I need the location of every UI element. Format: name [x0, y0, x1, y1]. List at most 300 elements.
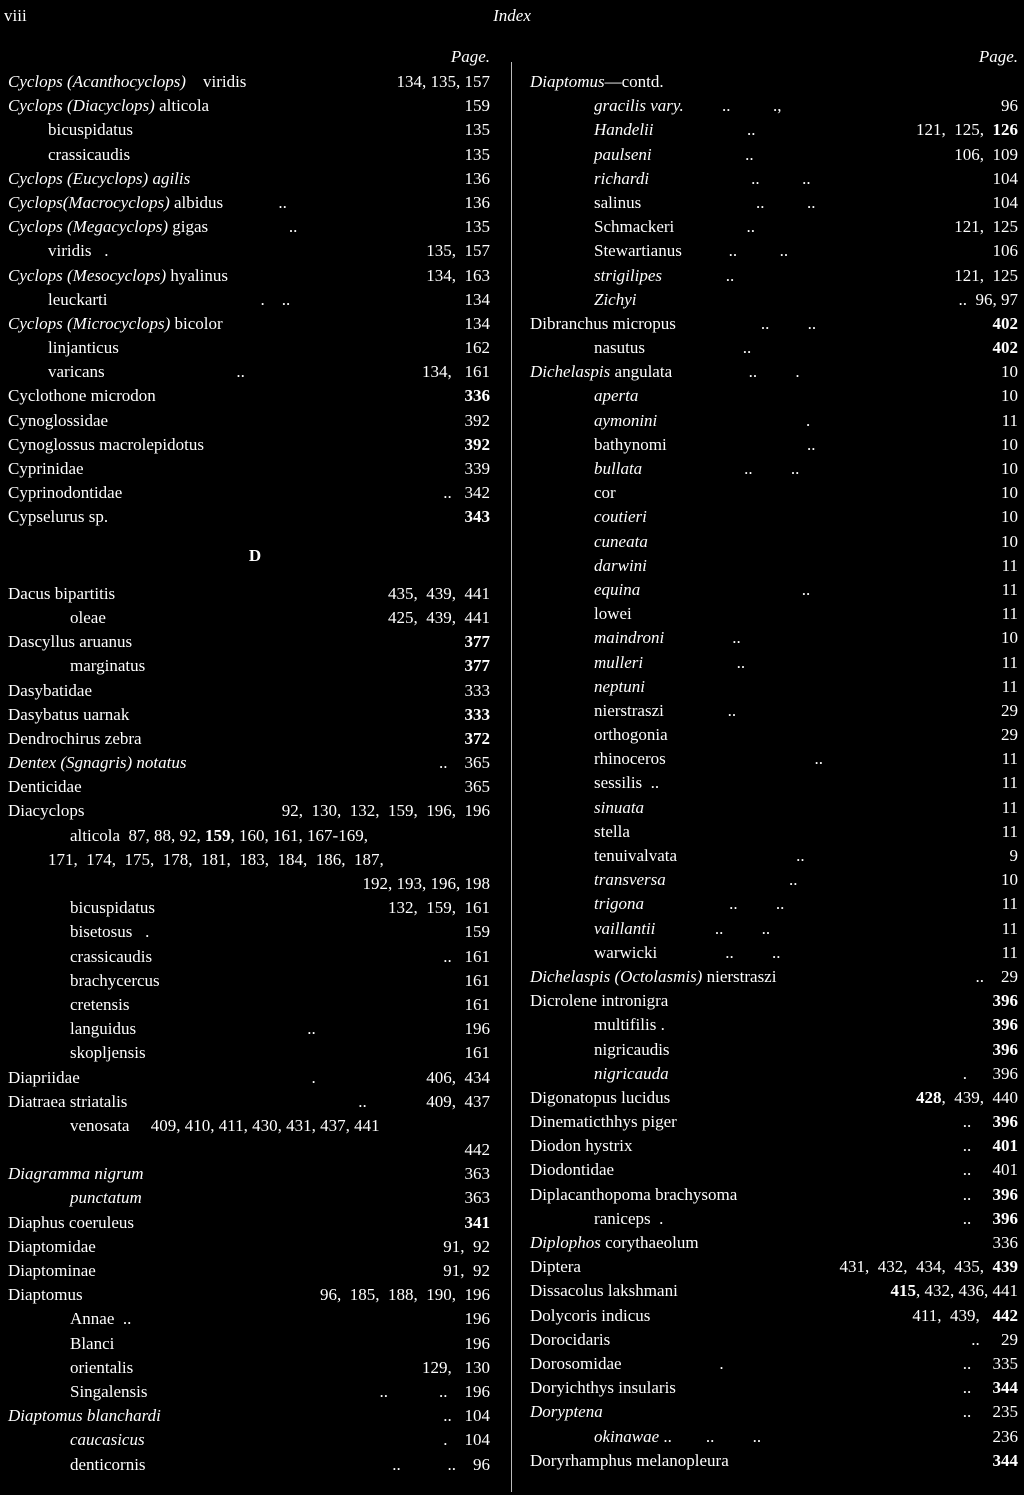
index-entry: [530, 505, 1018, 529]
page-references: 11: [1001, 579, 1018, 599]
page-references: 134, 161: [422, 362, 490, 382]
index-entry: [530, 1328, 1018, 1352]
index-term: brachycercus: [70, 970, 160, 990]
page-references: .. 104: [443, 1406, 490, 1426]
index-term: Schmackeri ..: [594, 217, 755, 237]
index-entry: [530, 264, 1018, 288]
index-term: Dentex (Sgnagris) notatus: [8, 753, 187, 773]
index-entry: [8, 727, 490, 751]
index-entry: [530, 1376, 1018, 1400]
index-entry: [8, 191, 490, 215]
index-term: bullata .. ..: [594, 459, 800, 478]
index-term: mulleri ..: [594, 652, 746, 672]
page-references: 11: [1001, 918, 1018, 938]
index-entry: [8, 896, 490, 920]
index-term: Diplophos corythaeolum: [530, 1233, 699, 1252]
page-references: .. 96, 97: [958, 289, 1018, 309]
index-term: Diacyclops: [8, 801, 85, 821]
page-references: .. 401: [962, 1160, 1018, 1180]
index-entry: [8, 1404, 490, 1428]
page-references: 135: [464, 120, 490, 140]
page-references: 11: [1001, 749, 1018, 769]
index-entry: [530, 433, 1018, 457]
index-entry: [8, 582, 490, 606]
index-entry: [8, 775, 490, 799]
index-entry: [8, 1041, 490, 1065]
page-references: 104: [992, 168, 1018, 188]
index-entry: [8, 1114, 490, 1138]
page-references: 425, 439, 441: [388, 607, 490, 627]
index-entry: [8, 1259, 490, 1283]
index-entry: [530, 626, 1018, 650]
index-entry: [530, 941, 1018, 965]
index-column-left: [8, 44, 490, 1477]
index-term: bicuspidatus: [48, 120, 133, 140]
page-references: 402: [992, 338, 1018, 358]
page-references: 9: [1009, 846, 1018, 865]
index-entry: [530, 336, 1018, 360]
index-term: caucasicus: [70, 1430, 145, 1450]
page-column-heading: Page.: [978, 47, 1018, 66]
page-references: . 104: [443, 1430, 490, 1450]
page-references: 121, 125: [954, 217, 1018, 237]
index-entry: [530, 820, 1018, 844]
page-references: . 396: [962, 1063, 1018, 1083]
page-references: .. 365: [439, 753, 490, 773]
page-references: 92, 130, 132, 159, 196, 196: [281, 801, 490, 821]
index-term: denticornis: [70, 1454, 146, 1474]
index-term: Cypselurus sp.: [8, 507, 109, 527]
index-entry: [530, 796, 1018, 820]
page-references: .. .. 196: [379, 1381, 490, 1401]
index-term: Doryichthys insularis: [530, 1378, 676, 1398]
page-references: 363: [464, 1188, 490, 1208]
index-entry: [530, 723, 1018, 747]
index-term: Diaphus coeruleus: [8, 1212, 135, 1232]
page-references: 11: [1001, 555, 1018, 575]
page-references: 431, 432, 434, 435, 439: [839, 1257, 1018, 1277]
index-term: Diapriidae: [8, 1067, 80, 1087]
index-term: Digonatopus lucidus: [530, 1087, 671, 1107]
index-term: bicuspidatus: [70, 898, 155, 918]
page-references: 134, 163: [426, 265, 490, 285]
page-references: 136: [464, 192, 490, 212]
page-references: 161: [464, 1043, 490, 1063]
page-references: .. 344: [962, 1378, 1018, 1398]
index-entry: [8, 606, 490, 630]
page-references: 333: [464, 704, 490, 724]
index-term: Zichyi: [594, 289, 637, 309]
index-term: multifilis .: [594, 1015, 665, 1035]
index-entry: [530, 481, 1018, 505]
index-entry: [530, 215, 1018, 239]
index-term: viridis .: [48, 241, 109, 261]
index-term: gracilis vary. .. .,: [594, 96, 782, 116]
index-entry: [8, 1428, 490, 1452]
page-references: 392: [464, 434, 490, 454]
index-term: coutieri: [594, 507, 647, 527]
index-term: Diatraea striatalis: [8, 1091, 128, 1111]
index-term: Dorosomidae .: [530, 1353, 724, 1373]
page-references: 11: [1001, 604, 1018, 624]
index-entry: [8, 288, 490, 312]
index-term: Dissacolus lakshmani: [530, 1281, 678, 1301]
index-entry: [8, 457, 490, 481]
index-entry: [8, 433, 490, 457]
index-entry: [530, 1158, 1018, 1182]
page-references: 377: [464, 656, 490, 676]
index-term: bathynomi ..: [594, 434, 816, 454]
page-references: 129, 130: [422, 1357, 490, 1377]
index-entry: [530, 143, 1018, 167]
index-entry: [530, 70, 1018, 94]
index-entry: [530, 1062, 1018, 1086]
page-references: 10: [1001, 362, 1018, 382]
index-term: marginatus: [70, 656, 146, 676]
page-title: Index: [493, 6, 531, 25]
index-entry: [8, 703, 490, 727]
page-references: 91, 92: [443, 1261, 490, 1280]
index-entry: [8, 143, 490, 167]
index-entry: [530, 530, 1018, 554]
index-entry: [530, 868, 1018, 892]
index-entry: [530, 892, 1018, 916]
index-entry: [530, 1400, 1018, 1424]
page-references: .. .. 96: [392, 1454, 490, 1474]
index-entry: [8, 679, 490, 703]
page-references: .. 396: [962, 1208, 1018, 1228]
index-term: 171, 174, 175, 178, 181, 183, 184, 186, 187,: [48, 849, 384, 869]
index-term: Cyprinodontidae: [8, 483, 123, 503]
page-references: 121, 125: [954, 265, 1018, 285]
index-term: Diplacanthopoma brachysoma: [530, 1184, 738, 1204]
index-term: Diaptomus blanchardi: [8, 1406, 161, 1426]
column-divider: [511, 62, 512, 1492]
index-term: punctatum: [70, 1188, 142, 1208]
index-term: alticola 87, 88, 92, 159, 160, 161, 167-169,: [70, 825, 368, 845]
index-entry: [8, 872, 490, 896]
index-entry: [530, 771, 1018, 795]
index-term: Dicrolene intronigra: [530, 991, 669, 1011]
index-term: Cyclops (Microcyclops) bicolor: [8, 313, 223, 333]
page-references: 135: [464, 144, 490, 164]
index-entry: [8, 751, 490, 775]
page-references: 11: [1001, 652, 1018, 672]
index-entry: [8, 1162, 490, 1186]
index-entry: [530, 1038, 1018, 1062]
index-entry: [8, 945, 490, 969]
index-entry: [530, 989, 1018, 1013]
index-entry: [530, 118, 1018, 142]
index-entry: [8, 264, 490, 288]
index-entry: [530, 675, 1018, 699]
index-term: Dacus bipartitis: [8, 583, 116, 603]
page-references: 428, 439, 440: [916, 1087, 1018, 1107]
index-term: Cyclops(Macrocyclops) albidus ..: [8, 192, 287, 212]
index-term: venosata 409, 410, 411, 430, 431, 437, 441: [70, 1115, 380, 1135]
page-references: 161: [464, 970, 490, 990]
index-term: strigilipes ..: [594, 265, 735, 285]
index-entry: [530, 1449, 1018, 1473]
index-term: crassicaudis: [48, 144, 131, 164]
page-references: .. 401: [962, 1136, 1018, 1156]
index-entry: [8, 1283, 490, 1307]
index-entry: [8, 1356, 490, 1380]
index-term: Dascyllus aruanus: [8, 632, 133, 652]
index-entry: [530, 965, 1018, 989]
index-term: bisetosus .: [70, 922, 150, 942]
index-term: languidus: [70, 1019, 137, 1039]
page-references: 134: [464, 289, 490, 309]
index-term: paulseni ..: [594, 144, 754, 164]
page-references: 336: [464, 386, 490, 406]
index-entry: [530, 1304, 1018, 1328]
index-entry: [8, 409, 490, 433]
index-entry: [530, 1207, 1018, 1231]
index-entry: [8, 824, 490, 848]
index-entry: [8, 70, 490, 94]
index-term: Handelii ..: [594, 120, 756, 140]
right-entry-list: [530, 70, 1018, 1473]
index-term: Dibranchus micropus .. ..: [530, 313, 817, 333]
page-references: 136: [464, 168, 490, 188]
index-term: Doryrhamphus melanopleura: [530, 1450, 729, 1470]
index-term: salinus .. ..: [594, 192, 816, 212]
index-term: Diodontidae: [530, 1160, 615, 1180]
index-entry: [8, 1017, 490, 1041]
page-references: 392: [464, 410, 490, 430]
index-entry: [8, 799, 490, 823]
index-term: nigricauda: [594, 1063, 669, 1083]
index-entry: [530, 457, 1018, 481]
index-term: orientalis: [70, 1357, 134, 1377]
index-term: Dorocidaris: [530, 1329, 611, 1349]
index-entry: [8, 1138, 490, 1162]
section-spacer: [8, 530, 490, 544]
index-term: Dinematicthhys piger: [530, 1112, 677, 1132]
page-references: 134: [464, 313, 490, 333]
index-term: Dolycoris indicus: [530, 1305, 651, 1325]
page-references: 339: [464, 459, 490, 478]
index-entry: [530, 288, 1018, 312]
index-entry: [530, 191, 1018, 215]
index-term: Diaptomus—contd.: [530, 72, 664, 91]
index-term: skopljensis: [70, 1043, 146, 1063]
section-spacer: [8, 568, 490, 582]
page-references: 372: [464, 728, 490, 748]
page-column-heading: Page.: [450, 47, 490, 66]
page-references: 29: [1001, 700, 1018, 720]
page-references: .. 409, 437: [358, 1091, 490, 1111]
page-references: .. 161: [443, 946, 490, 966]
page-references: 134, 135, 157: [396, 72, 490, 91]
page-references: 10: [1001, 628, 1018, 648]
page-references: 10: [1001, 483, 1018, 503]
page-references: .. 396: [962, 1184, 1018, 1204]
index-entry: [8, 1453, 490, 1477]
page-references: 162: [464, 338, 490, 358]
index-term: Dasybatidae: [8, 680, 93, 700]
index-entry: [530, 554, 1018, 578]
index-term: Diaptomus: [8, 1285, 83, 1305]
page-references: 104: [992, 192, 1018, 212]
index-term: nasutus ..: [594, 338, 752, 358]
index-term: nierstraszi ..: [594, 700, 737, 720]
index-term: Diagramma nigrum: [8, 1164, 144, 1184]
index-entry: [530, 1183, 1018, 1207]
index-term: okinawae .. .. ..: [594, 1426, 762, 1446]
page-references: .. 335: [962, 1353, 1018, 1373]
page-references: 159: [464, 96, 490, 116]
page-references: .. 29: [975, 966, 1018, 986]
page-references: 343: [464, 507, 490, 527]
page-references: 11: [1001, 797, 1018, 817]
page-references: .. 396: [962, 1112, 1018, 1132]
index-entry: [530, 1013, 1018, 1037]
index-entry: [8, 505, 490, 529]
index-term: Dendrochirus zebra: [8, 728, 142, 748]
index-term: cuneata: [594, 531, 648, 551]
page-references: 396: [992, 1039, 1018, 1059]
index-term: maindroni ..: [594, 628, 741, 648]
page-references: 396: [992, 1015, 1018, 1035]
index-term: Denticidae: [8, 777, 82, 797]
index-entry: [8, 630, 490, 654]
index-term: cretensis: [70, 994, 130, 1014]
index-term: nigricaudis: [594, 1039, 670, 1059]
page-references: 411, 439, 442: [912, 1305, 1018, 1325]
index-term: linjanticus: [48, 338, 119, 358]
index-term: oleae: [70, 607, 106, 627]
index-term: equina ..: [594, 579, 811, 599]
index-term: Cynoglossus macrolepidotus: [8, 434, 204, 454]
index-term: sessilis ..: [594, 773, 660, 793]
index-entry: [530, 1425, 1018, 1449]
page-references: 11: [1001, 894, 1018, 914]
index-term: Stewartianus .. ..: [594, 241, 789, 261]
page-references: 96: [1001, 96, 1018, 116]
index-term: Diaptomidae: [8, 1236, 96, 1256]
index-entry: [8, 167, 490, 191]
index-term: cor: [594, 483, 616, 503]
index-entry: [530, 1134, 1018, 1158]
index-entry: [8, 312, 490, 336]
index-term: Singalensis: [70, 1381, 148, 1401]
index-entry: [8, 993, 490, 1017]
page-references: 415, 432, 436, 441: [890, 1281, 1018, 1301]
index-entry: [530, 1352, 1018, 1376]
index-entry: [530, 1279, 1018, 1303]
index-term: Cyclops (Eucyclops) agilis: [8, 168, 191, 188]
index-entry: [8, 239, 490, 263]
index-term: Cyclothone microdon: [8, 386, 156, 406]
page-references: 161: [464, 994, 490, 1014]
index-entry: [530, 1086, 1018, 1110]
section-letter-text: D: [248, 545, 262, 565]
index-entry: [8, 1380, 490, 1404]
index-entry: [530, 651, 1018, 675]
page-references: 11: [1001, 676, 1018, 696]
page-references: .. 196: [307, 1019, 490, 1039]
page-references: 192, 193, 196, 198: [362, 874, 490, 893]
index-term: Cyprinidae: [8, 459, 84, 478]
index-entry: [530, 239, 1018, 263]
index-entry: [8, 94, 490, 118]
index-entry: [530, 409, 1018, 433]
index-term: tenuivalvata ..: [594, 846, 805, 865]
index-entry: [530, 1110, 1018, 1134]
index-term: leuckarti . ..: [48, 289, 291, 309]
page-references: 29: [1001, 725, 1018, 745]
index-entry: [530, 384, 1018, 408]
index-term: Cyclops (Diacyclops) alticola: [8, 96, 210, 116]
index-term: richardi .. ..: [594, 168, 811, 188]
page-references: .. 29: [971, 1329, 1018, 1349]
index-term: vaillantii .. ..: [594, 918, 771, 938]
page-references: 11: [1001, 942, 1018, 962]
page-references: 159: [464, 922, 490, 942]
page-references: 10: [1001, 531, 1018, 551]
index-entry: [8, 384, 490, 408]
index-term: Doryptena: [530, 1402, 603, 1422]
index-entry: [530, 602, 1018, 626]
page-references: .. 235: [962, 1402, 1018, 1422]
index-entry: [530, 1255, 1018, 1279]
index-term: Dichelaspis angulata .. .: [530, 362, 800, 382]
index-term: varicans ..: [48, 362, 245, 382]
index-term: rhinoceros ..: [594, 749, 824, 769]
index-term: Cynoglossidae: [8, 410, 109, 430]
page-references: 106: [992, 241, 1018, 261]
page-references: 363: [464, 1164, 490, 1184]
index-entry: [530, 312, 1018, 336]
page-references: 377: [464, 632, 490, 652]
left-entry-list: [8, 70, 490, 1477]
page-references: 396: [992, 991, 1018, 1011]
index-term: raniceps .: [594, 1208, 664, 1228]
index-term: darwini: [594, 555, 647, 575]
page-references: 11: [1001, 410, 1018, 430]
index-entry: [8, 920, 490, 944]
index-entry: [530, 578, 1018, 602]
index-entry: [8, 1235, 490, 1259]
index-entry: [8, 360, 490, 384]
page-references: . 406, 434: [311, 1067, 490, 1087]
index-entry: [8, 1090, 490, 1114]
page-references: 435, 439, 441: [388, 583, 490, 603]
page-references: 135, 157: [426, 241, 490, 261]
index-term: aymonini .: [594, 410, 811, 430]
page-references: 10: [1001, 434, 1018, 454]
index-term: orthogonia: [594, 725, 668, 745]
page-references: 365: [464, 777, 490, 797]
section-letter: [8, 544, 490, 568]
index-term: stella: [594, 821, 630, 841]
page-references: 10: [1001, 507, 1018, 527]
page-references: 333: [464, 680, 490, 700]
index-term: trigona .. ..: [594, 894, 785, 914]
index-term: Dasybatus uarnak: [8, 704, 130, 724]
index-column-right: [530, 44, 1018, 1473]
index-term: Cyclops (Mesocyclops) hyalinus: [8, 265, 228, 285]
page-references: .. 342: [443, 483, 490, 503]
index-entry: [8, 215, 490, 239]
index-term: aperta: [594, 386, 639, 406]
index-term: Diptera: [530, 1257, 581, 1277]
index-term: sinuata: [594, 797, 645, 817]
index-term: crassicaudis: [70, 946, 153, 966]
page-references: 96, 185, 188, 190, 196: [320, 1285, 490, 1305]
